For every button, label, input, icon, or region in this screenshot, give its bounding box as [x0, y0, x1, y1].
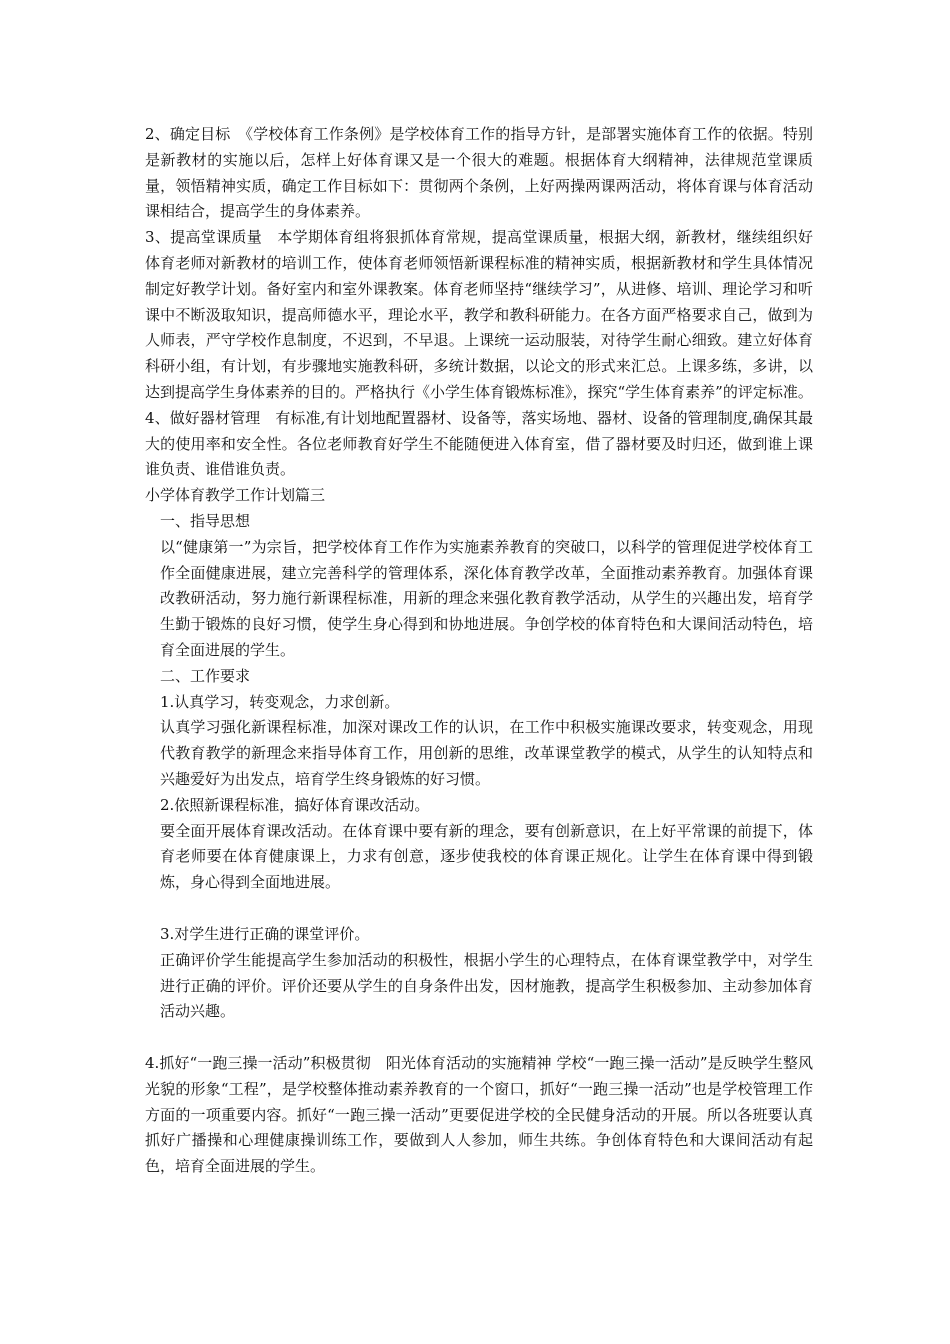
paragraph-equipment: 4、做好器材管理 有标准,有计划地配置器材、设备等，落实场地、器材、设备的管理制度,确保其最大的使用率和安全性。各位老师教育好学生不能随便进入体育室，借了器材要及时归还，做到谁上课谁负责、谁借谁负责。 [145, 408, 813, 479]
subheading-3: 3.对学生进行正确的课堂评价。 [160, 924, 370, 943]
subheading-1: 1.认真学习，转变观念，力求创新。 [160, 692, 400, 711]
heading-work-requirements: 二、工作要求 [160, 666, 251, 685]
paragraph-1: 认真学习强化新课程标准，加深对课改工作的认识，在工作中积极实施课改要求，转变观念，用现代教育教学的新理念来指导体育工作，用创新的思维，改革课堂教学的模式，从学生的认知特点和兴趣爱好为出发点，培育学生终身锻炼的好习惯。 [160, 718, 813, 788]
spacer [145, 1025, 813, 1051]
section-title: 小学体育教学工作计划篇三 [145, 486, 326, 505]
spacer [145, 896, 813, 922]
heading-guiding-ideology: 一、指导思想 [160, 511, 251, 530]
paragraph-goal: 2、确定目标 《学校体育工作条例》是学校体育工作的指导方针，是部署实施体育工作的依据。特别是新教材的实施以后，怎样上好体育课又是一个很大的难题。根据体育大纲精神，法律规范堂课质量，领悟精神实质，确定工作目标如下：贯彻两个条例，上好两操两课两活动，将体育课与体育活动课相结合，提高学生的身体素养。 [145, 125, 813, 221]
document-body [145, 122, 813, 1180]
paragraph-lesson-quality: 3、提高堂课质量 本学期体育组将狠抓体育常规，提高堂课质量，根据大纲，新教材，继续组织好体育老师对新教材的培训工作，使体育老师领悟新课程标准的精神实质，根据新教材和学生具体情况制定好教学计划。备好室内和室外课教案。体育老师坚持“继续学习”，从进修、培训、理论学习和听课中不断汲取知识，提高师德水平，理论水平，教学和教科研能力。在各方面严格要求自己，做到为人师表，严守学校作息制度，不迟到，不早退。上课统一运动服装，对待学生耐心细致。建立好体育科研小组，有计划，有步骤地实施教科研，多统计数据，以论文的形式来汇总。上课多练，多讲，以达到提高学生身体素养的目的。严格执行《小学生体育锻炼标准》，探究“学生体育素养”的评定标准。 [145, 228, 813, 401]
subheading-2: 2.依照新课程标准，搞好体育课改活动。 [160, 795, 430, 814]
paragraph-3: 正确评价学生能提高学生参加活动的积极性，根据小学生的心理特点，在体育课堂教学中，对学生进行正确的评价。评价还要从学生的自身条件出发，因材施教，提高学生积极参加、主动参加体育活动兴趣。 [160, 950, 813, 1021]
paragraph-2: 要全面开展体育课改活动。在体育课中要有新的理念，要有创新意识，在上好平常课的前提下，体育老师要在体育健康课上，力求有创意，逐步使我校的体育课正规化。让学生在体育课中得到锻炼，身心得到全面地进展。 [160, 821, 813, 892]
paragraph-4: 4.抓好“一跑三操一活动”积极贯彻 阳光体育活动的实施精神 学校“一跑三操一活动”是反映学生整风光貌的形象“工程”，是学校整体推动素养教育的一个窗口，抓好“一跑三操一活动”也是学校管理工作方面的一项重要内容。抓好“一跑三操一活动”更要促进学校的全民健身活动的开展。所以各班要认真抓好广播操和心理健康操训练工作，要做到人人参加，师生共练。争创体育特色和大课间活动有起色，培育全面进展的学生。 [145, 1054, 813, 1176]
paragraph-guiding-ideology: 以“健康第一”为宗旨，把学校体育工作作为实施素养教育的突破口，以科学的管理促进学校体育工作全面健康进展，建立完善科学的管理体系，深化体育教学改革，全面推动素养教育。加强体育课改教研活动，努力施行新课程标准，用新的理念来强化教育教学活动，从学生的兴趣出发，培育学生勤于锻炼的良好习惯，使学生身心得到和协地进展。争创学校的体育特色和大课间活动特色，培育全面进展的学生。 [160, 537, 813, 659]
